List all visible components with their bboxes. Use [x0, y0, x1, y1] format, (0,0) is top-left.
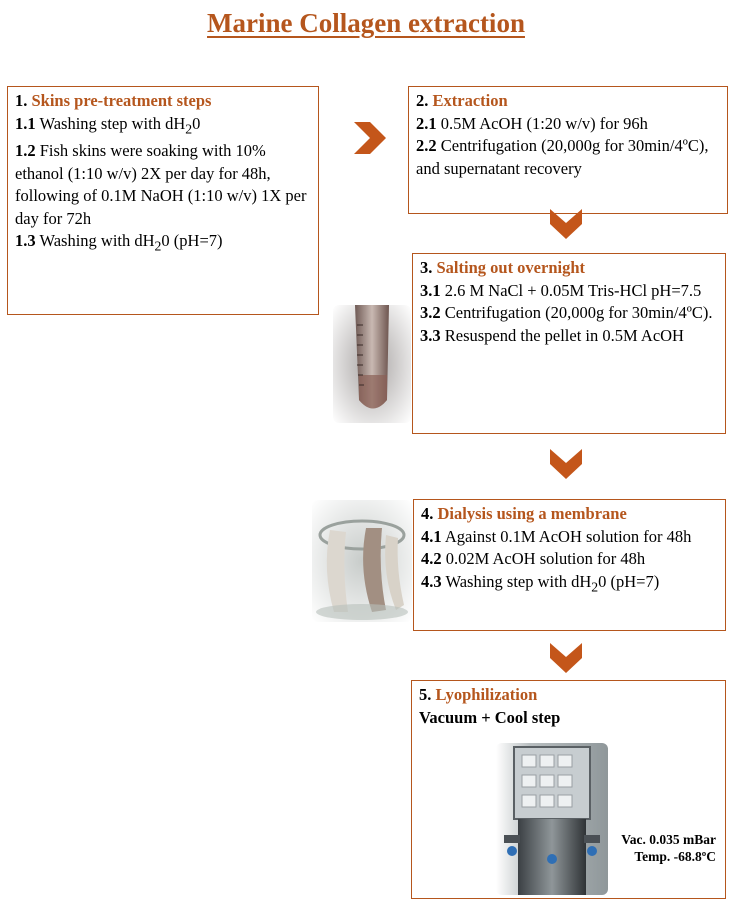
step-4-3: 4.3 Washing step with $dH_20$ (pH=7) — [421, 571, 660, 594]
step-2-heading: 2. Extraction — [416, 91, 508, 110]
chevron-right-icon — [350, 118, 390, 158]
step-3-1: 3.1 2.6 M NaCl + 0.05M Tris-HCl pH=7.5 — [420, 280, 702, 300]
step-1-3: 1.3 Washing with $dH_20$ (pH=7) — [15, 231, 223, 254]
centrifuge-tube-photo — [333, 305, 411, 423]
step-3-3: 3.3 Resuspend the pellet in 0.5M AcOH — [420, 325, 684, 345]
temperature-readout: Temp. -68.8ºC — [634, 849, 716, 864]
step-4-2: 4.2 0.02M AcOH solution for 48h — [421, 549, 646, 568]
step-2-1: 2.1 0.5M AcOH (1:20 w/v) for 96h — [416, 113, 648, 133]
page-title: Marine Collagen extraction — [207, 8, 525, 38]
chevron-down-icon — [548, 640, 584, 676]
lyophilizer-readout — [560, 831, 716, 865]
dialysis-membrane-photo — [312, 500, 412, 622]
step-3-box — [412, 253, 726, 434]
chevron-down-icon — [548, 446, 584, 482]
lyophilizer-photo — [496, 743, 608, 895]
step-3-heading: 3. Salting out overnight — [420, 258, 586, 277]
step-1-2: 1.2 Fish skins were soaking with 10% ethanol (1:10 w/v) 2X per day for 48h, following of 0.1M NaOH (1:10 w/v) 1X per day for 72h — [15, 141, 307, 228]
step-4-1: 4.1 Against 0.1M AcOH solution for 48h — [421, 526, 692, 546]
step-5-heading: 5. Lyophilization — [419, 685, 538, 704]
step-2-box — [408, 86, 728, 214]
step-1-heading: 1. Skins pre-treatment steps — [15, 91, 212, 110]
step-1-box — [7, 86, 319, 315]
step-4-heading: 4. Dialysis using a membrane — [421, 504, 627, 523]
vacuum-readout: Vac. 0.035 mBar — [621, 832, 716, 847]
step-5-subtitle: Vacuum + Cool step — [419, 707, 561, 727]
step-1-1: 1.1 Washing step with $dH_20$ — [15, 113, 201, 136]
step-3-2: 3.2 Centrifugation (20,000g for 30min/4ºC). — [420, 303, 713, 322]
step-2-2: 2.2 Centrifugation (20,000g for 30min/4ºC), and supernatant recovery — [416, 136, 709, 178]
chevron-down-icon — [548, 206, 584, 242]
step-4-box — [413, 499, 726, 631]
